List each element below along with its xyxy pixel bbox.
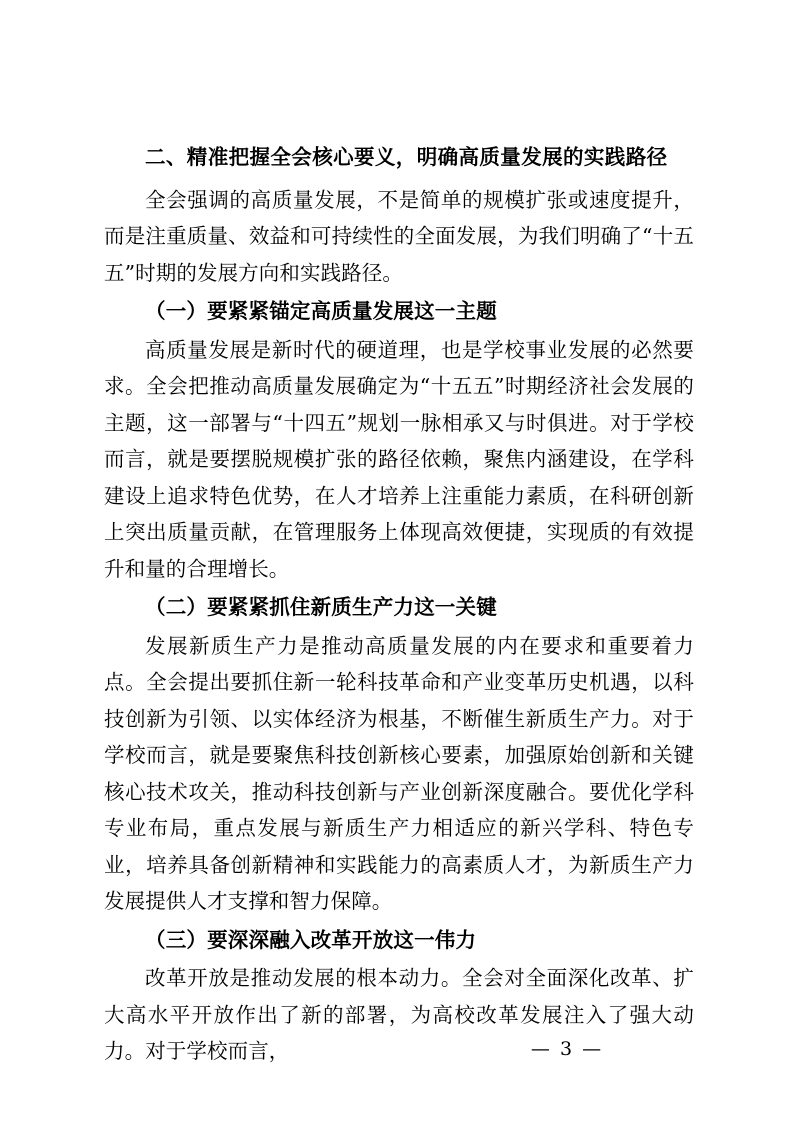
page-footer <box>0 1038 794 1060</box>
page-number: — 3 — <box>530 1038 604 1060</box>
subsection-heading-1: （一）要紧紧锚定高质量发展这一主题 <box>145 299 497 324</box>
intro-paragraph: 全会强调的高质量发展，不是简单的规模扩张或速度提升，而是注重质量、效益和可持续性的全面发展，为我们明确了“十五五”时期的发展方向和实践路径。 <box>104 187 694 285</box>
subsection-heading-2: （二）要紧紧抓住新质生产力这一关键 <box>145 595 497 620</box>
section-heading: 二、精准把握全会核心要义，明确高质量发展的实践路径 <box>145 145 668 169</box>
subsection-body-2: 发展新质生产力是推动高质量发展的内在要求和重要着力点。全会提出要抓住新一轮科技革命和产业变革历史机遇，以科技创新为引领、以实体经济为根基，不断催生新质生产力。对于学校而言，就是要聚焦科技创新核心要素，加强原始创新和关键核心技术攻关，推动科技创新与产业创新深度融合。要优化学科专业布局，重点发展与新质生产力相适应的新兴学科、特色专业，培养具备创新精神和实践能力的高素质人才，为新质生产力发展提供人才支撑和智力保障。 <box>104 633 694 914</box>
subsection-body-3: 改革开放是推动发展的根本动力。全会对全面深化改革、扩大高水平开放作出了新的部署，为高校改革发展注入了强大动力。对于学校而言， <box>104 966 694 1064</box>
subsection-heading-3: （三）要深深融入改革开放这一伟力 <box>145 927 477 952</box>
subsection-body-1: 高质量发展是新时代的硬道理，也是学校事业发展的必然要求。全会把推动高质量发展确定为“十五五”时期经济社会发展的主题，这一部署与“十四五”规划一脉相承又与时俱进。对于学校而言，就是要摆脱规模扩张的路径依赖，聚焦内涵建设，在学科建设上追求特色优势，在人才培养上注重能力素质，在科研创新上突出质量贡献，在管理服务上体现高效便捷，实现质的有效提升和量的合理增长。 <box>104 337 694 581</box>
document-body <box>104 140 694 1070</box>
